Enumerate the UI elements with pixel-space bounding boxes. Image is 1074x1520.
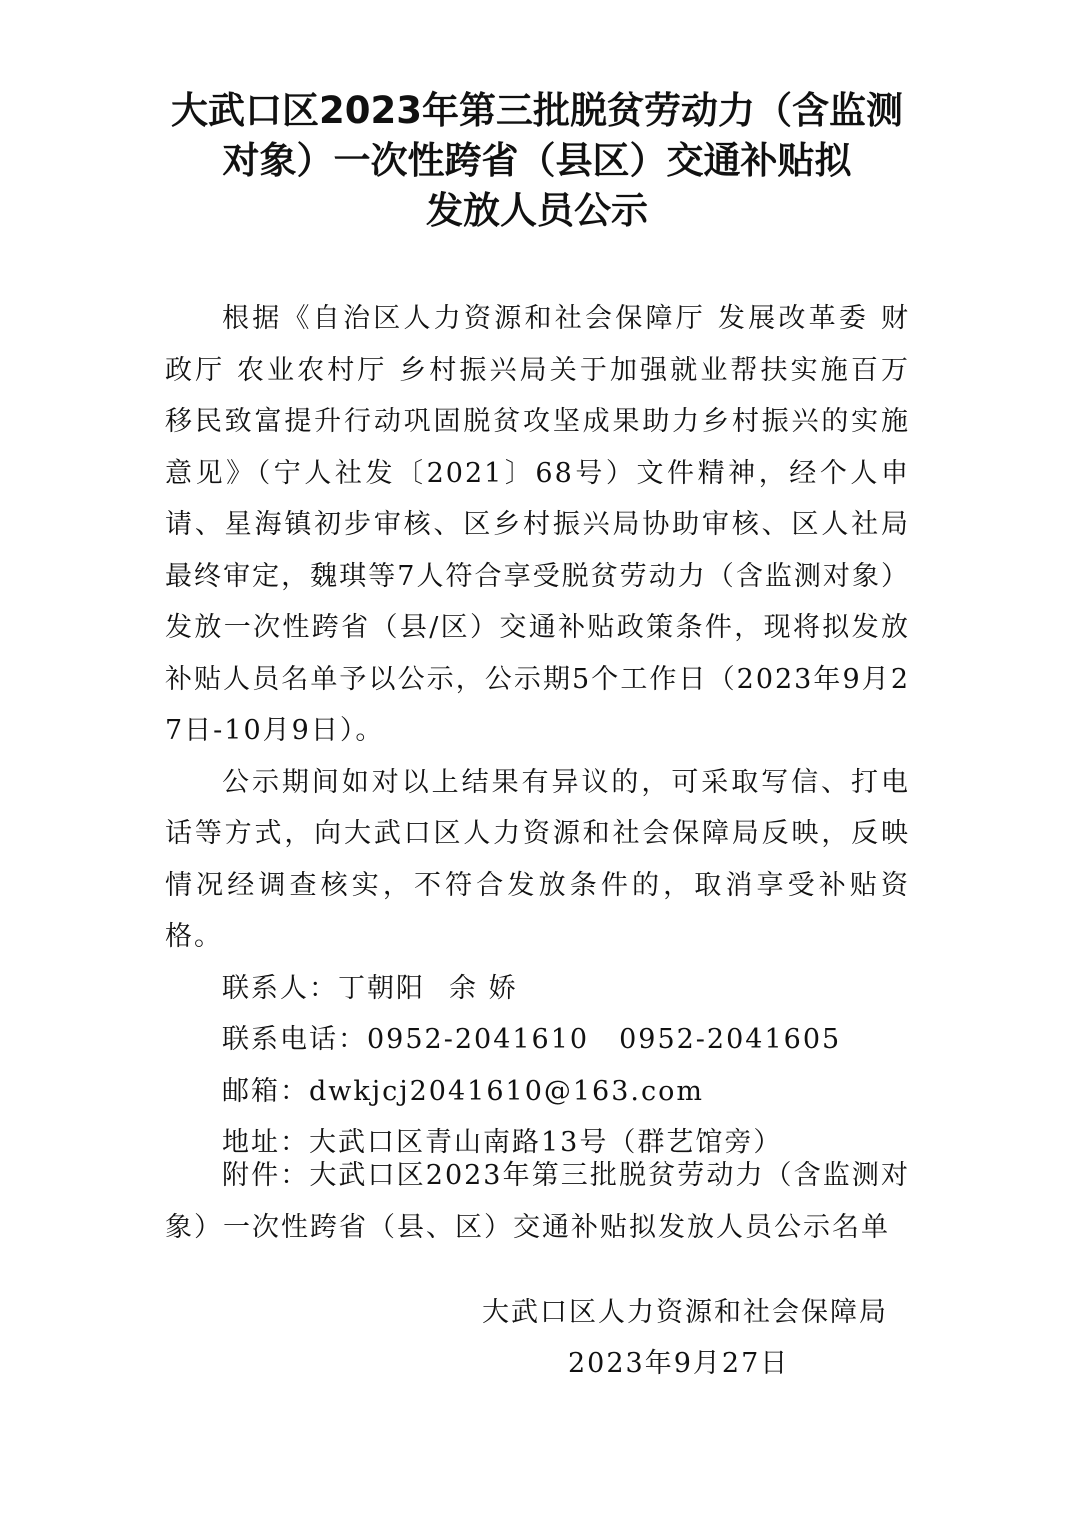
contact-phone-1: 0952-2041610 bbox=[367, 1024, 590, 1055]
contact-address-label: 地址： bbox=[222, 1127, 309, 1158]
title-line-2: 对象）一次性跨省（县区）交通补贴拟 bbox=[222, 139, 852, 182]
attachment-note: 附件：大武口区2023年第三批脱贫劳动力（含监测对象）一次性跨省（县、区）交通补贴拟发放人员公示名单 bbox=[165, 1160, 910, 1243]
document-body bbox=[165, 293, 910, 1169]
contact-phone-row bbox=[165, 1014, 910, 1066]
paragraph-objection: 公示期间如对以上结果有异议的，可采取写信、打电话等方式，向大武口区人力资源和社会保障局反映，反映情况经调查核实，不符合发放条件的，取消享受补贴资格。 bbox=[165, 766, 910, 952]
contact-phone-2: 0952-2041605 bbox=[619, 1024, 842, 1055]
contact-email-label: 邮箱： bbox=[222, 1075, 309, 1107]
contact-person-2: 余 娇 bbox=[449, 972, 518, 1004]
contact-email-row bbox=[165, 1066, 910, 1118]
signature-date: 2023年9月27日 bbox=[568, 1348, 790, 1379]
title-line-3: 发放人员公示 bbox=[426, 189, 648, 232]
signature-org: 大武口区人力资源和社会保障局 bbox=[482, 1297, 888, 1328]
document-title bbox=[150, 86, 924, 236]
contact-address: 大武口区青山南路13号（群艺馆旁） bbox=[309, 1127, 783, 1158]
contact-person-1: 丁朝阳 bbox=[338, 972, 425, 1004]
attachment-block bbox=[165, 1150, 910, 1253]
contact-phone-label: 联系电话： bbox=[222, 1024, 367, 1055]
paragraph-basis: 根据《自治区人力资源和社会保障厅 发展改革委 财政厅 农业农村厅 乡村振兴局关于加强就业帮扶实施百万移民致富提升行动巩固脱贫攻坚成果助力乡村振兴的实施意见》（宁人社发〔2021〕68号）文件精神，经个人申请、星海镇初步审核、区乡村振兴局协助审核、区人社局最终审定，魏琪等7人符合享受脱贫劳动力（含监测对象）发放一次性跨省（县/区）交通补贴政策条件，现将拟发放补贴人员名单予以公示，公示期5个工作日（2023年9月27日-10月9日）。 bbox=[165, 303, 910, 746]
contact-persons-label: 联系人： bbox=[222, 972, 338, 1004]
contact-email: dwkjcj2041610@163.com bbox=[309, 1075, 704, 1107]
title-line-1: 大武口区2023年第三批脱贫劳动力（含监测 bbox=[171, 89, 903, 132]
contact-persons-row bbox=[165, 963, 910, 1015]
